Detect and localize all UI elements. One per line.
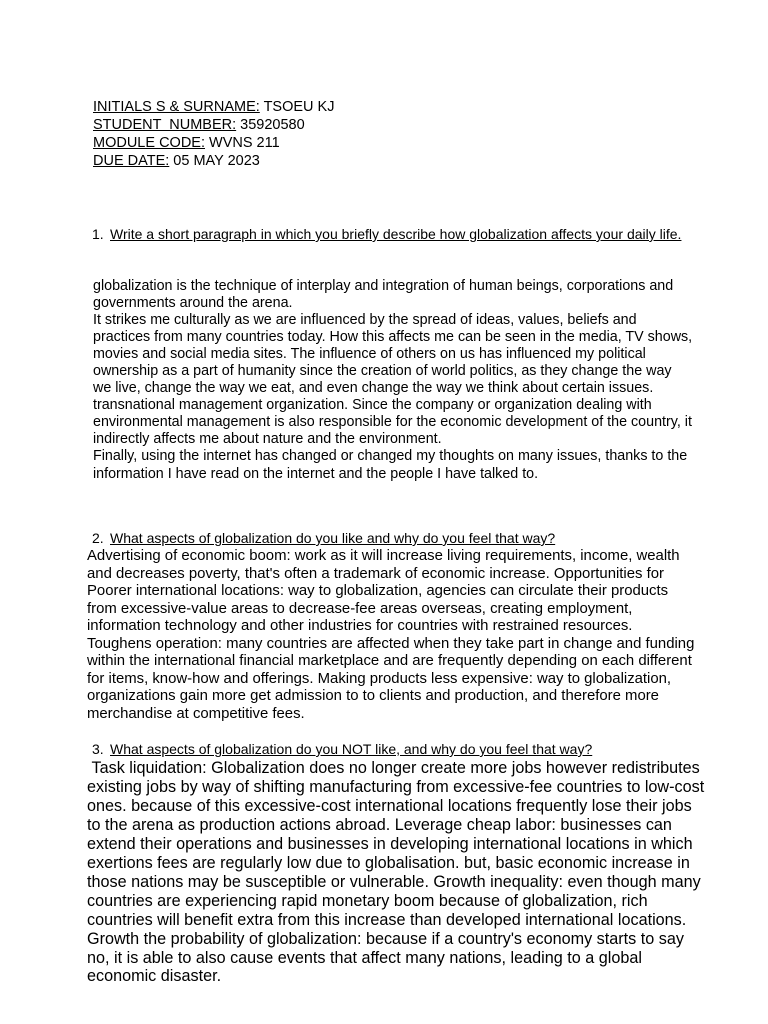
- module-code-row: [93, 134, 334, 152]
- question-2: [92, 530, 682, 547]
- answer-paragraph: Finally, using the internet has changed or changed my thoughts on many issues, thanks to the information I have read on the internet and the people I have talked to.: [93, 448, 688, 482]
- question-text: Write a short paragraph in which you briefly describe how globalization affects your daily life.: [110, 226, 682, 242]
- answer-paragraph: Advertising of economic boom: work as it will increase living requirements, income, wealth and decreases poverty, that's often a trademark of economic increase. Opportunities for Poorer international locations: way to globalization, agencies can circulate their products from excessive-value areas to decrease-fee areas overseas, creating employment, information technology and other industries for countries with restrained resources. Toughens operation: many countries are affected when they take part in change and funding within the international financial marketplace and are frequently depending on each different for items, know-how and offerings. Making products less expensive: way to globalization, organizations gain more get admission to to clients and production, and therefore more merchandise at competitive fees.: [87, 548, 695, 722]
- answer-3: [87, 759, 707, 986]
- question-number: 3.: [92, 741, 104, 757]
- student-number-value: 35920580: [236, 117, 305, 133]
- question-1: [92, 226, 682, 243]
- question-number: 2.: [92, 530, 104, 546]
- question-text: What aspects of globalization do you NOT like, and why do you feel that way?: [110, 741, 593, 757]
- due-date-label: DUE DATE:: [93, 153, 170, 169]
- answer-paragraph: Task liquidation: Globalization does no longer create more jobs however redistributes existing jobs by way of shifting manufacturing from excessive-fee countries to low-cost ones. because of this excessive-cost international locations frequently lose their jobs to the arena as production actions abroad. Leverage cheap labor: businesses can extend their operations and businesses in developing international locations in which exertions fees are regularly low due to globalisation. but, basic economic increase in those nations may be susceptible or vulnerable. Growth inequality: even though many countries are experiencing rapid monetary boom because of globalization, rich countries will benefit extra from this increase than developed international locations. Growth the probability of globalization: because if a country's economy starts to say no, it is able to also cause events that affect many nations, leading to a global economic disaster.: [87, 759, 709, 986]
- answer-paragraph: globalization is the technique of interplay and integration of human beings, corporations and governments around the arena.: [93, 278, 674, 312]
- answer-1: [93, 278, 693, 483]
- question-text: What aspects of globalization do you like and why do you feel that way?: [110, 530, 556, 546]
- due-date-value: 05 MAY 2023: [169, 153, 260, 169]
- due-date-row: [93, 152, 334, 170]
- initials-value: TSOEU KJ: [259, 99, 335, 115]
- student-number-row: [93, 116, 334, 134]
- initials-label: INITIALS S & SURNAME:: [93, 99, 260, 115]
- student-number-label: STUDENT NUMBER:: [93, 117, 237, 133]
- question-number: 1.: [92, 226, 104, 242]
- answer-paragraph: It strikes me culturally as we are influenced by the spread of ideas, values, beliefs and practices from many countries today. How this affects me can be seen in the media, TV shows, movies and social media sites. The influence of others on us has influenced my political ownership as a part of humanity since the creation of world politics, as they change the way we live, change the way we eat, and even change the way we think about certain issues. transnational management organization. Since the company or organization dealing with environmental management is also responsible for the economic development of the country, it indirectly affects me about nature and the environment.: [93, 312, 693, 448]
- module-code-value: WVNS 211: [205, 135, 280, 151]
- student-info-header: [93, 98, 334, 170]
- module-code-label: MODULE CODE:: [93, 135, 205, 151]
- initials-row: [93, 98, 334, 116]
- answer-2: [87, 548, 697, 723]
- question-3: [92, 741, 682, 758]
